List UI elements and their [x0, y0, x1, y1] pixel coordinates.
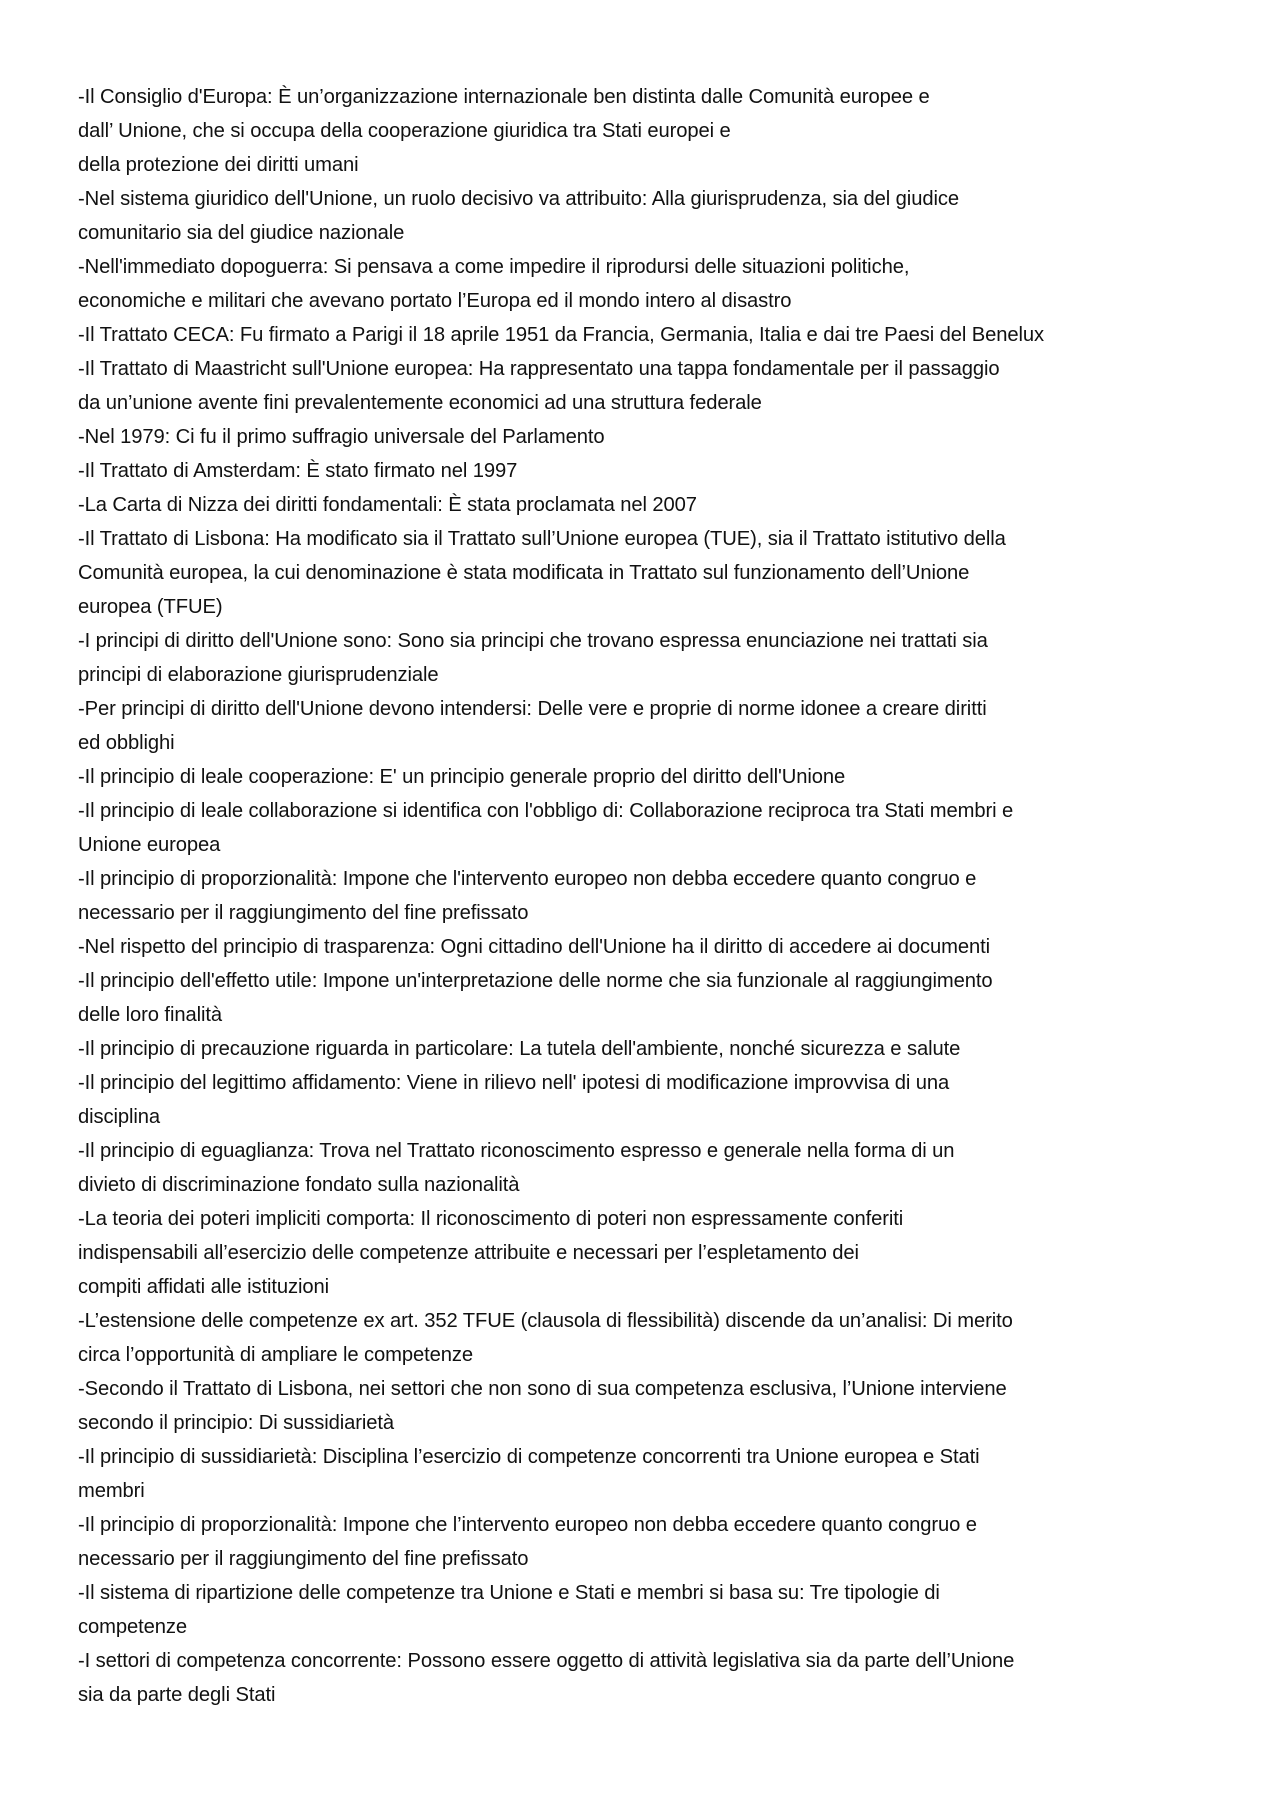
- text-line: -Nel 1979: Ci fu il primo suffragio universale del Parlamento: [78, 426, 605, 448]
- text-line: dall’ Unione, che si occupa della cooperazione giuridica tra Stati europei e: [78, 120, 731, 142]
- text-line: -La teoria dei poteri impliciti comporta: Il riconoscimento di poteri non espressamente conferiti: [78, 1208, 904, 1230]
- text-line: -Il principio di precauzione riguarda in particolare: La tutela dell'ambiente, nonché sicurezza e salute: [78, 1038, 961, 1060]
- text-line: europea (TFUE): [78, 596, 223, 618]
- text-line: -Il principio di eguaglianza: Trova nel Trattato riconoscimento espresso e generale nella forma di un: [78, 1140, 955, 1162]
- text-line: -Per principi di diritto dell'Unione devono intendersi: Delle vere e proprie di norme idonee a creare diritti: [78, 698, 987, 720]
- text-line: -Secondo il Trattato di Lisbona, nei settori che non sono di sua competenza esclusiva, l’Unione interviene: [78, 1378, 1007, 1400]
- text-line: economiche e militari che avevano portato l’Europa ed il mondo intero al disastro: [78, 290, 792, 312]
- text-line: -Il principio di sussidiarietà: Disciplina l’esercizio di competenze concorrenti tra Unione europea e Stati: [78, 1446, 980, 1468]
- text-line: -Nell'immediato dopoguerra: Si pensava a come impedire il riprodursi delle situazioni politiche,: [78, 256, 910, 278]
- text-line: compiti affidati alle istituzioni: [78, 1276, 330, 1298]
- text-line: -Il principio di proporzionalità: Impone che l'intervento europeo non debba eccedere quanto congruo e: [78, 868, 977, 890]
- document-body: [78, 80, 1228, 1712]
- text-line: -Il Trattato di Lisbona: Ha modificato sia il Trattato sull’Unione europea (TUE), sia il Trattato istitutivo della: [78, 528, 1006, 550]
- text-line: -Il Trattato di Amsterdam: È stato firmato nel 1997: [78, 460, 518, 482]
- text-line: -Nel sistema giuridico dell'Unione, un ruolo decisivo va attribuito: Alla giurisprudenza, sia del giudice: [78, 188, 959, 210]
- text-line: Unione europea: [78, 834, 221, 856]
- text-line: disciplina: [78, 1106, 161, 1128]
- text-line: -Il principio di leale cooperazione: E' un principio generale proprio del diritto dell'Unione: [78, 766, 846, 788]
- text-line: necessario per il raggiungimento del fine prefissato: [78, 1548, 529, 1570]
- text-line: della protezione dei diritti umani: [78, 154, 359, 176]
- text-line: competenze: [78, 1616, 187, 1638]
- text-line: -Nel rispetto del principio di trasparenza: Ogni cittadino dell'Unione ha il diritto di accedere ai documenti: [78, 936, 990, 958]
- text-line: Comunità europea, la cui denominazione è stata modificata in Trattato sul funzionamento dell’Unione: [78, 562, 970, 584]
- text-line: -Il principio di leale collaborazione si identifica con l'obbligo di: Collaborazione reciproca tra Stati membri e: [78, 800, 1014, 822]
- text-line: delle loro finalità: [78, 1004, 222, 1026]
- text-line: -L’estensione delle competenze ex art. 352 TFUE (clausola di flessibilità) discende da un’analisi: Di merito: [78, 1310, 1013, 1332]
- text-line: -Il principio dell'effetto utile: Impone un'interpretazione delle norme che sia funzionale al raggiungimento: [78, 970, 993, 992]
- text-line: circa l’opportunità di ampliare le competenze: [78, 1344, 473, 1366]
- text-line: -Il sistema di ripartizione delle competenze tra Unione e Stati e membri si basa su: Tre tipologie di: [78, 1582, 940, 1604]
- text-line: sia da parte degli Stati: [78, 1684, 276, 1706]
- text-line: necessario per il raggiungimento del fine prefissato: [78, 902, 529, 924]
- text-line: da un’unione avente fini prevalentemente economici ad una struttura federale: [78, 392, 762, 414]
- text-line: -Il principio di proporzionalità: Impone che l’intervento europeo non debba eccedere quanto congruo e: [78, 1514, 977, 1536]
- text-line: comunitario sia del giudice nazionale: [78, 222, 405, 244]
- text-line: divieto di discriminazione fondato sulla nazionalità: [78, 1174, 520, 1196]
- text-line: principi di elaborazione giurisprudenziale: [78, 664, 439, 686]
- text-line: -I principi di diritto dell'Unione sono: Sono sia principi che trovano espressa enunciazione nei trattati sia: [78, 630, 988, 652]
- text-line: -Il Trattato di Maastricht sull'Unione europea: Ha rappresentato una tappa fondamentale per il passaggio: [78, 358, 1000, 380]
- text-line: -Il principio del legittimo affidamento: Viene in rilievo nell' ipotesi di modificazione improvvisa di una: [78, 1072, 950, 1094]
- text-line: secondo il principio: Di sussidiarietà: [78, 1412, 394, 1434]
- text-line: ed obblighi: [78, 732, 175, 754]
- text-line: -Il Consiglio d'Europa: È un’organizzazione internazionale ben distinta dalle Comunità europee e: [78, 86, 930, 108]
- text-line: indispensabili all’esercizio delle competenze attribuite e necessari per l’espletamento dei: [78, 1242, 859, 1264]
- text-line: -I settori di competenza concorrente: Possono essere oggetto di attività legislativa sia da parte dell’Unione: [78, 1650, 1015, 1672]
- text-line: membri: [78, 1480, 145, 1502]
- text-line: -Il Trattato CECA: Fu firmato a Parigi il 18 aprile 1951 da Francia, Germania, Italia e dai tre Paesi del Benelux: [78, 324, 1045, 346]
- text-line: -La Carta di Nizza dei diritti fondamentali: È stata proclamata nel 2007: [78, 494, 697, 516]
